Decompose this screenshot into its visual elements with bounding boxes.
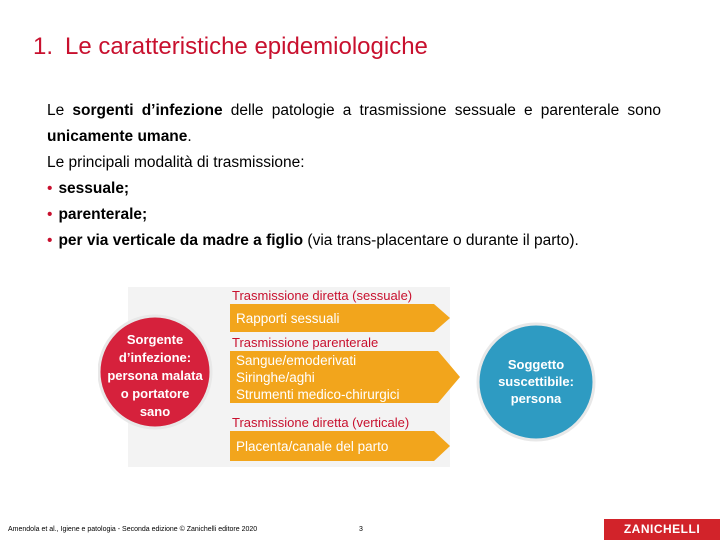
item-syringes: Siringhe/aghi — [236, 370, 315, 385]
bullet-item — [47, 228, 661, 254]
slide-title — [33, 33, 428, 61]
paragraph-modes: Le principali modalità di trasmissione: — [47, 154, 305, 171]
slide-body — [47, 98, 661, 254]
target-label-line: persona — [510, 391, 562, 406]
p1-text-c: delle patologie a trasmissione sessuale e parenterale sono — [222, 102, 661, 119]
publisher-logo: ZANICHELLI — [604, 519, 720, 540]
p1-text-a: Le — [47, 102, 73, 119]
group-header-vertical: Trasmissione diretta (verticale) — [232, 415, 410, 430]
item-blood: Sangue/emoderivati — [236, 353, 357, 368]
bullet-item — [47, 202, 661, 228]
paragraph-sources — [47, 98, 661, 150]
bullet-item — [47, 176, 661, 202]
group-header-sexual: Trasmissione diretta (sessuale) — [232, 288, 413, 303]
group-header-parenteral: Trasmissione parenterale — [232, 335, 379, 350]
item-instruments: Strumenti medico-chirurgici — [236, 387, 400, 402]
page-number: 3 — [359, 526, 363, 533]
bullet-icon: • — [47, 232, 53, 249]
source-label-line: Sorgente — [126, 332, 184, 347]
bullet-icon: • — [47, 206, 53, 223]
source-label-line: sano — [139, 404, 171, 419]
bullet-rest: (via trans-placentare o durante il parto). — [303, 232, 579, 249]
item-sexual-intercourse: Rapporti sessuali — [236, 311, 340, 326]
source-label-line: persona malata — [107, 368, 203, 383]
target-label-line: Soggetto — [507, 357, 565, 372]
bullet-icon: • — [47, 180, 53, 197]
bullet-bold: parenterale; — [58, 206, 148, 223]
footer-credit: Amendola et al., Igiene e patologia - Seconda edizione © Zanichelli editore 2020 — [8, 526, 258, 533]
bullet-bold: sessuale; — [58, 180, 130, 197]
p1-bold-sources: sorgenti d’infezione — [72, 102, 223, 119]
target-label-line: suscettibile: — [498, 374, 574, 389]
p1-bold-human: unicamente umane — [47, 128, 188, 145]
title-number: 1. — [33, 33, 54, 60]
title-text: Le caratteristiche epidemiologiche — [65, 33, 428, 60]
transmission-diagram — [98, 276, 600, 476]
source-label-line: o portatore — [120, 386, 190, 401]
source-label-line: d’infezione: — [118, 350, 192, 365]
item-placenta: Placenta/canale del parto — [236, 439, 389, 454]
p1-text-e: . — [187, 128, 192, 145]
bullet-bold: per via verticale da madre a figlio — [58, 232, 304, 249]
